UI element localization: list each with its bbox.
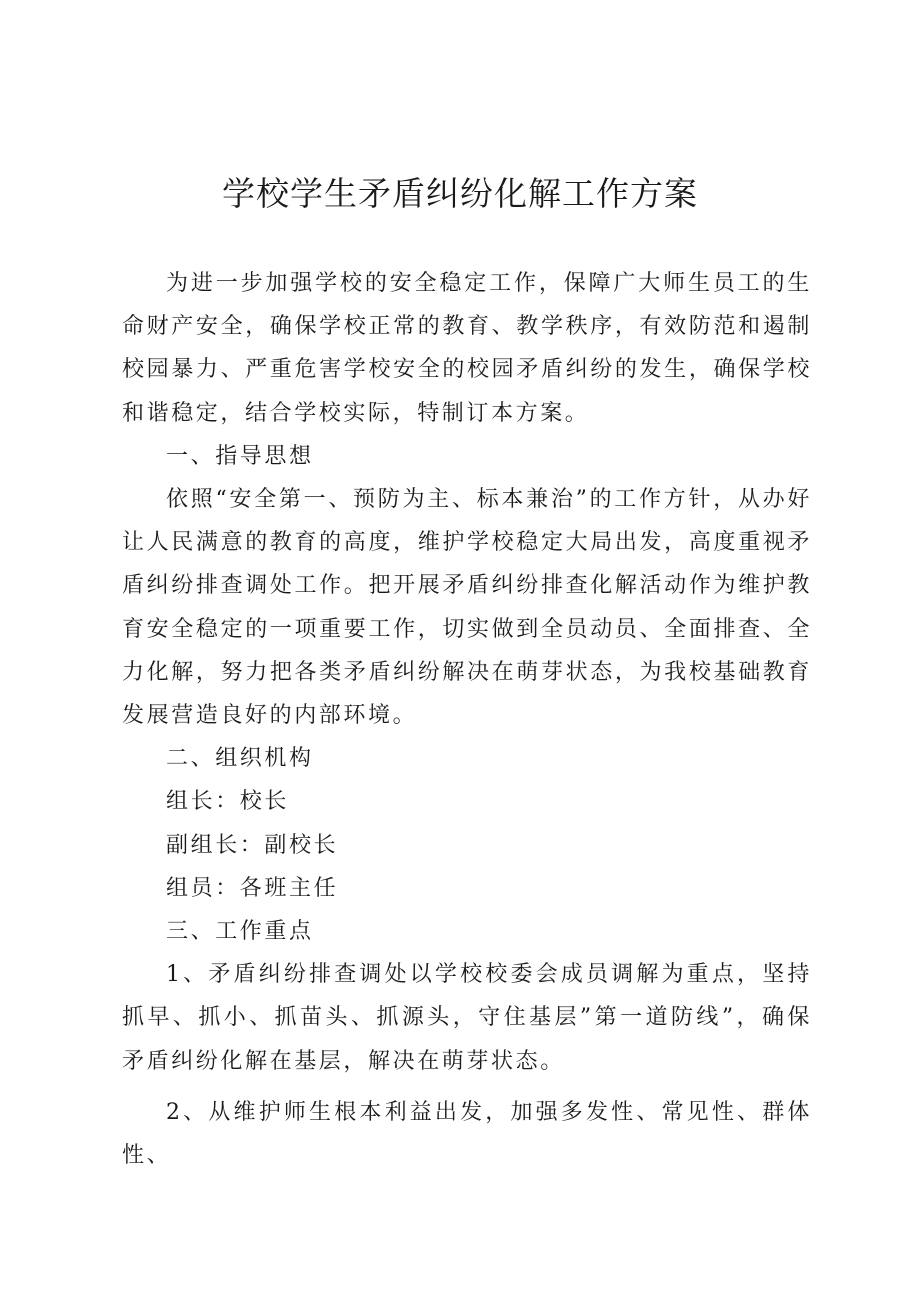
section-heading-work-focus: 三、工作重点 — [166, 919, 314, 945]
intro-paragraph: 为进一步加强学校的安全稳定工作，保障广大师生员工的生命财产安全，确保学校正常的教育、教学秩序，有效防范和遏制校园暴力、严重危害学校安全的校园矛盾纠纷的发生，确保学校和谐稳定，结合学校实际，特制订本方案。 — [122, 271, 812, 426]
work-focus-item-1: 1、矛盾纠纷排查调处以学校校委会成员调解为重点，坚持抓早、抓小、抓苗头、抓源头，守住基层”第一道防线”，确保矛盾纠纷化解在基层，解决在萌芽状态。 — [122, 962, 812, 1074]
document-body — [122, 262, 812, 1177]
section-heading-guiding-ideology: 一、指导思想 — [166, 443, 314, 469]
org-deputy-line: 副组长：副校长 — [166, 832, 339, 858]
org-members-line: 组员：各班主任 — [166, 875, 339, 901]
work-focus-item-2: 2、从维护师生根本利益出发，加强多发性、常见性、群体性、 — [122, 1099, 812, 1169]
guiding-ideology-paragraph: 依照“安全第一、预防为主、标本兼治”的工作方针，从办好让人民满意的教育的高度，维护学校稳定大局出发，高度重视矛盾纠纷排查调处工作。把开展矛盾纠纷排查化解活动作为维护教育安全稳定的一项重要工作，切实做到全员动员、全面排查、全力化解，努力把各类矛盾纠纷解决在萌芽状态，为我校基础教育发展营造良好的内部环境。 — [122, 487, 812, 729]
org-leader-line: 组长：校长 — [166, 789, 290, 815]
section-heading-organization: 二、组织机构 — [166, 746, 314, 772]
document-title: 学校学生矛盾纠纷化解工作方案 — [222, 174, 698, 213]
